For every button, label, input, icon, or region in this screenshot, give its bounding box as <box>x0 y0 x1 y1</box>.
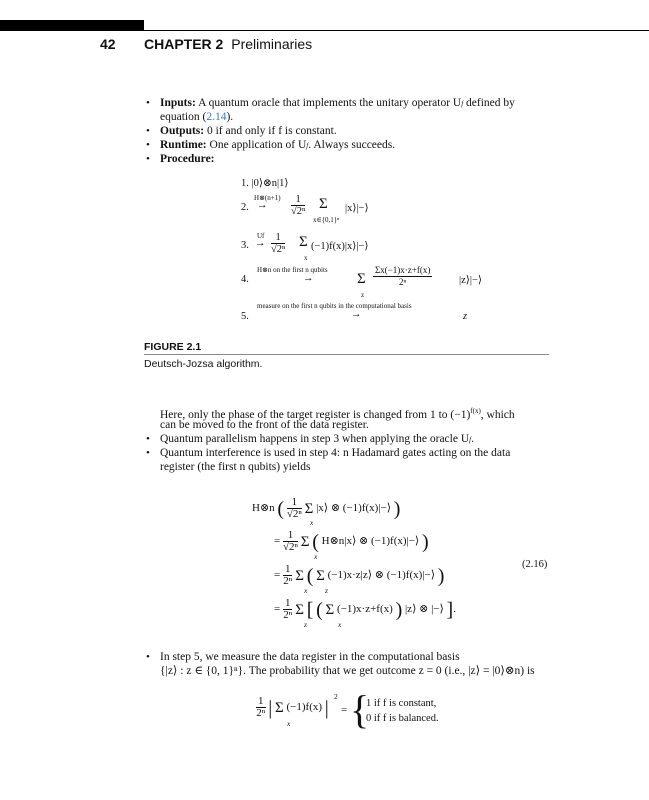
equals-sign: = <box>341 704 348 716</box>
step-expression: (−1)f(x)|x⟩|−⟩ <box>311 241 369 252</box>
step-expression: |z⟩|−⟩ <box>459 275 482 286</box>
bullet-icon: • <box>146 433 150 445</box>
arrow-icon: → <box>351 309 362 320</box>
figure-rule <box>144 354 549 355</box>
inputs-text2: defined by <box>463 97 515 109</box>
step-number: 2. <box>241 202 249 213</box>
figure-label: FIGURE 2.1 <box>144 341 202 353</box>
right-paren: ) <box>393 498 401 521</box>
inputs-line2-text: equation ( <box>160 111 207 123</box>
step-number: 4. <box>241 274 249 285</box>
equation-line-3: = $\frac{1}{\text{2ⁿ}}$ Σ ( Σ (−1)x·z|z⟩ ⊗ (−1)f(x)|−⟩ ) <box>274 563 445 588</box>
equation-body: (−1)x·z|z⟩ ⊗ (−1)f(x)|−⟩ <box>327 569 435 582</box>
step-arrow-label: measure on the first n qubits in the computational basis <box>257 302 412 310</box>
bullet-text-end: . <box>471 433 474 445</box>
equation-body: (−1)x·z+f(x) <box>337 603 393 616</box>
outputs-text: 0 if and only if f is constant. <box>206 125 337 137</box>
equation-tail: |z⟩ ⊗ |−⟩ <box>404 603 444 616</box>
bullet-icon: • <box>146 153 150 165</box>
fraction-numerator: 1 <box>258 695 264 707</box>
bullet-icon: • <box>146 447 150 459</box>
paragraph-text: Here, only the phase of the target register is changed from 1 to (−1) <box>160 408 471 421</box>
inputs-line: Inputs: A quantum oracle that implements the unitary operator Uf defined by <box>160 97 515 109</box>
equation-fraction: $\frac{1}{\text{√2ⁿ}}$ <box>282 529 298 553</box>
right-paren: ) <box>421 531 429 554</box>
step-number: 1. <box>241 178 249 189</box>
fraction-denominator: 2ⁿ <box>399 277 407 287</box>
equation-fraction: $\frac{1}{\text{√2ⁿ}}$ <box>286 496 302 520</box>
inputs-label: Inputs: <box>160 97 196 109</box>
outputs-line <box>160 124 337 138</box>
runtime-text2: . Always succeeds. <box>308 139 396 151</box>
case-constant: 1 if f is constant, <box>366 698 437 709</box>
left-bracket: [ <box>306 599 314 622</box>
sum-subscript: x∈{0,1}ⁿ <box>313 216 340 224</box>
case-balanced: 0 if f is balanced. <box>366 713 439 724</box>
equation-line-2: = $\frac{1}{\text{√2ⁿ}}$ Σ ( H⊗n|x⟩ ⊗ (−1)f(x)|−⟩ ) <box>274 529 429 554</box>
sum-subscript: z <box>304 620 307 629</box>
sum-symbol: Σ <box>295 568 304 585</box>
chapter-heading <box>144 36 312 52</box>
left-paren: ( <box>277 498 285 521</box>
paragraph-superscript: f(x) <box>470 407 481 415</box>
bullet-icon: • <box>146 97 150 109</box>
sum-subscript: x <box>310 518 314 527</box>
outputs-label: Outputs: <box>160 125 205 137</box>
right-paren: ) <box>437 565 445 588</box>
step-fraction <box>291 194 305 217</box>
step-fraction <box>271 232 285 255</box>
sum-symbol: Σ <box>299 234 308 250</box>
equation-fraction <box>256 696 266 719</box>
inputs-line2-end: ). <box>226 111 234 123</box>
left-paren: ( <box>306 565 314 588</box>
step-arrow-label: H⊗(n+1) <box>254 194 281 202</box>
runtime-text: One application of U <box>209 139 307 151</box>
sum-subscript: x <box>338 620 342 629</box>
equation-number: (2.16) <box>522 559 548 570</box>
header-rule <box>144 30 649 31</box>
sum-symbol: Σ <box>275 700 284 717</box>
sum-subscript: x <box>314 552 318 561</box>
sum-symbol: Σ <box>357 271 366 287</box>
hadamard-operator: H⊗n <box>252 502 275 515</box>
sum-symbol: Σ <box>295 602 304 619</box>
step-number: 3. <box>241 240 249 251</box>
sum-subscript: x <box>304 254 308 262</box>
fraction-denominator: √2ⁿ <box>291 206 306 217</box>
header-bar <box>0 20 144 31</box>
step-expression: z <box>463 311 468 322</box>
step-fraction <box>373 265 432 288</box>
sum-symbol: Σ <box>300 534 310 551</box>
equation-fraction: $\frac{1}{\text{2ⁿ}}$ <box>283 563 293 587</box>
fraction-denominator: 2ⁿ <box>256 707 266 719</box>
equation-line-4: = $\frac{1}{\text{2ⁿ}}$ Σ [ ( Σ (−1)x·z+f(x) ) |z⟩ ⊗ |−⟩ ]. <box>274 597 456 622</box>
page-number: 42 <box>100 36 116 52</box>
step-expression: |x⟩|−⟩ <box>345 203 369 214</box>
step-arrow-label: H⊗n on the first n qubits <box>257 266 328 274</box>
right-paren: ) <box>395 599 403 622</box>
equation-link[interactable]: 2.14 <box>206 111 227 123</box>
bullet-parallelism: Quantum parallelism happens in step 3 when applying the oracle Uf. <box>160 433 474 445</box>
runtime-line: Runtime: One application of Uf. Always succeeds. <box>160 139 396 151</box>
chapter-label: CHAPTER 2 <box>144 36 224 52</box>
runtime-label: Runtime: <box>160 139 207 151</box>
procedure-label: Procedure: <box>160 153 215 165</box>
sum-subscript: x <box>304 586 308 595</box>
square-exponent: 2 <box>334 692 338 701</box>
inputs-text: A quantum oracle that implements the unitary operator U <box>198 97 462 109</box>
case-brace: { <box>350 687 370 732</box>
equation-body: (−1)f(x) <box>286 701 323 714</box>
chapter-title: Preliminaries <box>231 36 313 52</box>
arrow-icon: → <box>303 273 314 284</box>
bullet-icon: • <box>146 651 150 663</box>
sum-symbol: Σ <box>319 196 328 212</box>
equation-line-1 <box>252 497 400 521</box>
step-number: 5. <box>241 311 249 322</box>
sum-subscript: z <box>361 291 365 299</box>
left-paren: ( <box>312 531 319 554</box>
abs-bar: | <box>268 697 273 720</box>
step-arrow-label: Uf <box>257 232 265 240</box>
figure-caption: Deutsch-Jozsa algorithm. <box>144 358 263 370</box>
inputs-line-2 <box>160 110 233 124</box>
procedure-line <box>160 152 215 166</box>
fraction-numerator: Σx(−1)x·z+f(x) <box>375 265 431 275</box>
sum-subscript: z <box>325 586 328 595</box>
bullet-interference-2: register (the first n qubits) yields <box>160 461 311 473</box>
paragraph-line-2: can be moved to the front of the data register. <box>160 419 369 431</box>
bullet-icon: • <box>146 139 150 151</box>
fraction-denominator: √2ⁿ <box>271 244 286 255</box>
equation-body: |x⟩ ⊗ (−1)f(x)|−⟩ <box>316 502 392 515</box>
sum-subscript: x <box>287 719 291 728</box>
fraction-numerator: 1 <box>291 194 305 206</box>
step-expression: |0⟩⊗n|1⟩ <box>251 178 289 189</box>
equation-body: H⊗n|x⟩ ⊗ (−1)f(x)|−⟩ <box>321 535 420 548</box>
step-1 <box>241 177 288 189</box>
bullet-icon: • <box>146 125 150 137</box>
equation-fraction: $\frac{1}{\text{2ⁿ}}$ <box>283 597 293 621</box>
sum-symbol: Σ <box>316 568 325 585</box>
abs-bar: | <box>324 697 329 720</box>
paragraph-text-end: , which <box>480 408 515 421</box>
sum-symbol: Σ <box>304 501 314 518</box>
fraction-numerator: 1 <box>271 232 285 244</box>
sum-symbol: Σ <box>325 602 335 619</box>
bullet-interference: Quantum interference is used in step 4: n Hadamard gates acting on the data <box>160 447 511 459</box>
right-bracket: ] <box>446 599 454 622</box>
bullet-text: Quantum parallelism happens in step 3 when applying the oracle U <box>160 433 470 445</box>
left-paren: ( <box>316 599 323 622</box>
arrow-icon: → <box>255 238 266 249</box>
probability-equation <box>256 696 329 720</box>
bullet-measure: In step 5, we measure the data register in the computational basis <box>160 651 460 663</box>
arrow-icon: → <box>257 200 268 211</box>
bullet-measure-2: {|z⟩ : z ∈ {0, 1}ⁿ}. The probability that we get outcome z = 0 (i.e., |z⟩ = |0⟩⊗n) is <box>160 665 535 677</box>
